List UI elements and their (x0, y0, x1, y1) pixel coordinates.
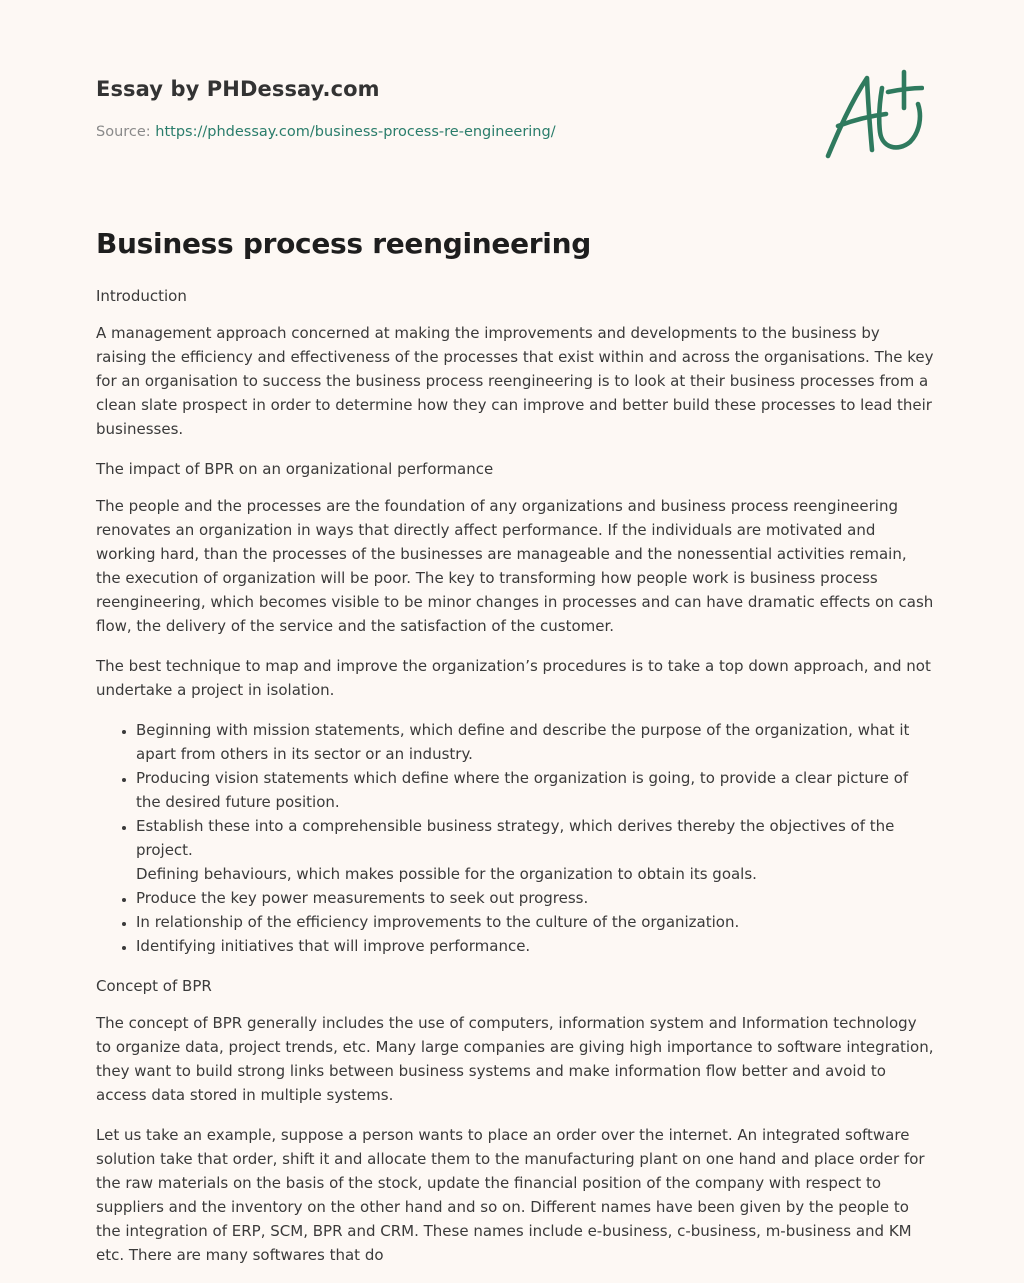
section-heading-impact: The impact of BPR on an organizational performance (96, 460, 494, 478)
page-header (96, 0, 930, 260)
source-line (96, 124, 556, 140)
list-item (136, 718, 934, 766)
source-label: Source: (96, 124, 156, 140)
list-item-continuation: Defining behaviours, which makes possible for the organization to obtain its goals. (136, 865, 757, 883)
impact-paragraph-2: The best technique to map and improve the organization’s procedures is to take a top down approach, and not undertake a project in isolation. (96, 657, 931, 699)
list-item (136, 814, 934, 886)
list-item (136, 886, 934, 910)
section-heading-introduction: Introduction (96, 287, 187, 305)
concept-paragraph-2: Let us take an example, suppose a person wants to place an order over the internet. An integrated software solution take that order, shift it and allocate them to the manufacturing plant on one hand and place order for the raw materials on the basis of the stock, update the financial position of the company with respect to suppliers and the inventory on the other hand and so on. Different names have been given by the people to the integration of ERP, SCM, BPR and CRM. These names include e-business, c-business, m-business and KM etc. There are many softwares that do (96, 1126, 925, 1264)
list-item (136, 910, 934, 934)
list-item (136, 766, 934, 814)
list-item (136, 934, 934, 958)
list-item-text: Establish these into a comprehensible business strategy, which derives thereby the objectives of the project. (136, 817, 895, 859)
essay-body (96, 284, 934, 1283)
list-item-text: In relationship of the efficiency improvements to the culture of the organization. (136, 913, 740, 931)
essay-page (96, 0, 934, 1264)
list-item-text: Identifying initiatives that will improve performance. (136, 937, 531, 955)
source-link[interactable]: https://phdessay.com/business-process-re-engineering/ (155, 124, 556, 140)
section-heading-concept: Concept of BPR (96, 977, 212, 995)
list-item-text: Beginning with mission statements, which define and describe the purpose of the organization, what it apart from others in its sector or an industry. (136, 721, 910, 763)
impact-paragraph-1: The people and the processes are the foundation of any organizations and business process reengineering renovates an organization in ways that directly affect performance. If the individuals are motivated and working hard, than the processes of the businesses are manageable and the nonessential activities remain, the execution of organization will be poor. The key to transforming how people work is business process reengineering, which becomes visible to be minor changes in processes and can have dramatic effects on cash flow, the delivery of the service and the satisfaction of the customer. (96, 497, 934, 635)
site-brand: Essay by PHDessay.com (96, 77, 380, 101)
a-plus-logo-icon (824, 68, 924, 164)
essay-title: Business process reengineering (96, 227, 591, 260)
concept-paragraph-1: The concept of BPR generally includes the use of computers, information system and Information technology to organize data, project trends, etc. Many large companies are giving high importance to software integration, they want to build strong links between business systems and make information flow better and avoid to access data stored in multiple systems. (96, 1014, 934, 1104)
bpr-steps-list (96, 718, 934, 958)
intro-paragraph: A management approach concerned at making the improvements and developments to the business by raising the efficiency and effectiveness of the processes that exist within and across the organisations. The key for an organisation to success the business process reengineering is to look at their business processes from a clean slate prospect in order to determine how they can improve and better build these processes to lead their businesses. (96, 324, 934, 438)
list-item-text: Produce the key power measurements to seek out progress. (136, 889, 589, 907)
list-item-text: Producing vision statements which define where the organization is going, to provide a clear picture of the desired future position. (136, 769, 909, 811)
